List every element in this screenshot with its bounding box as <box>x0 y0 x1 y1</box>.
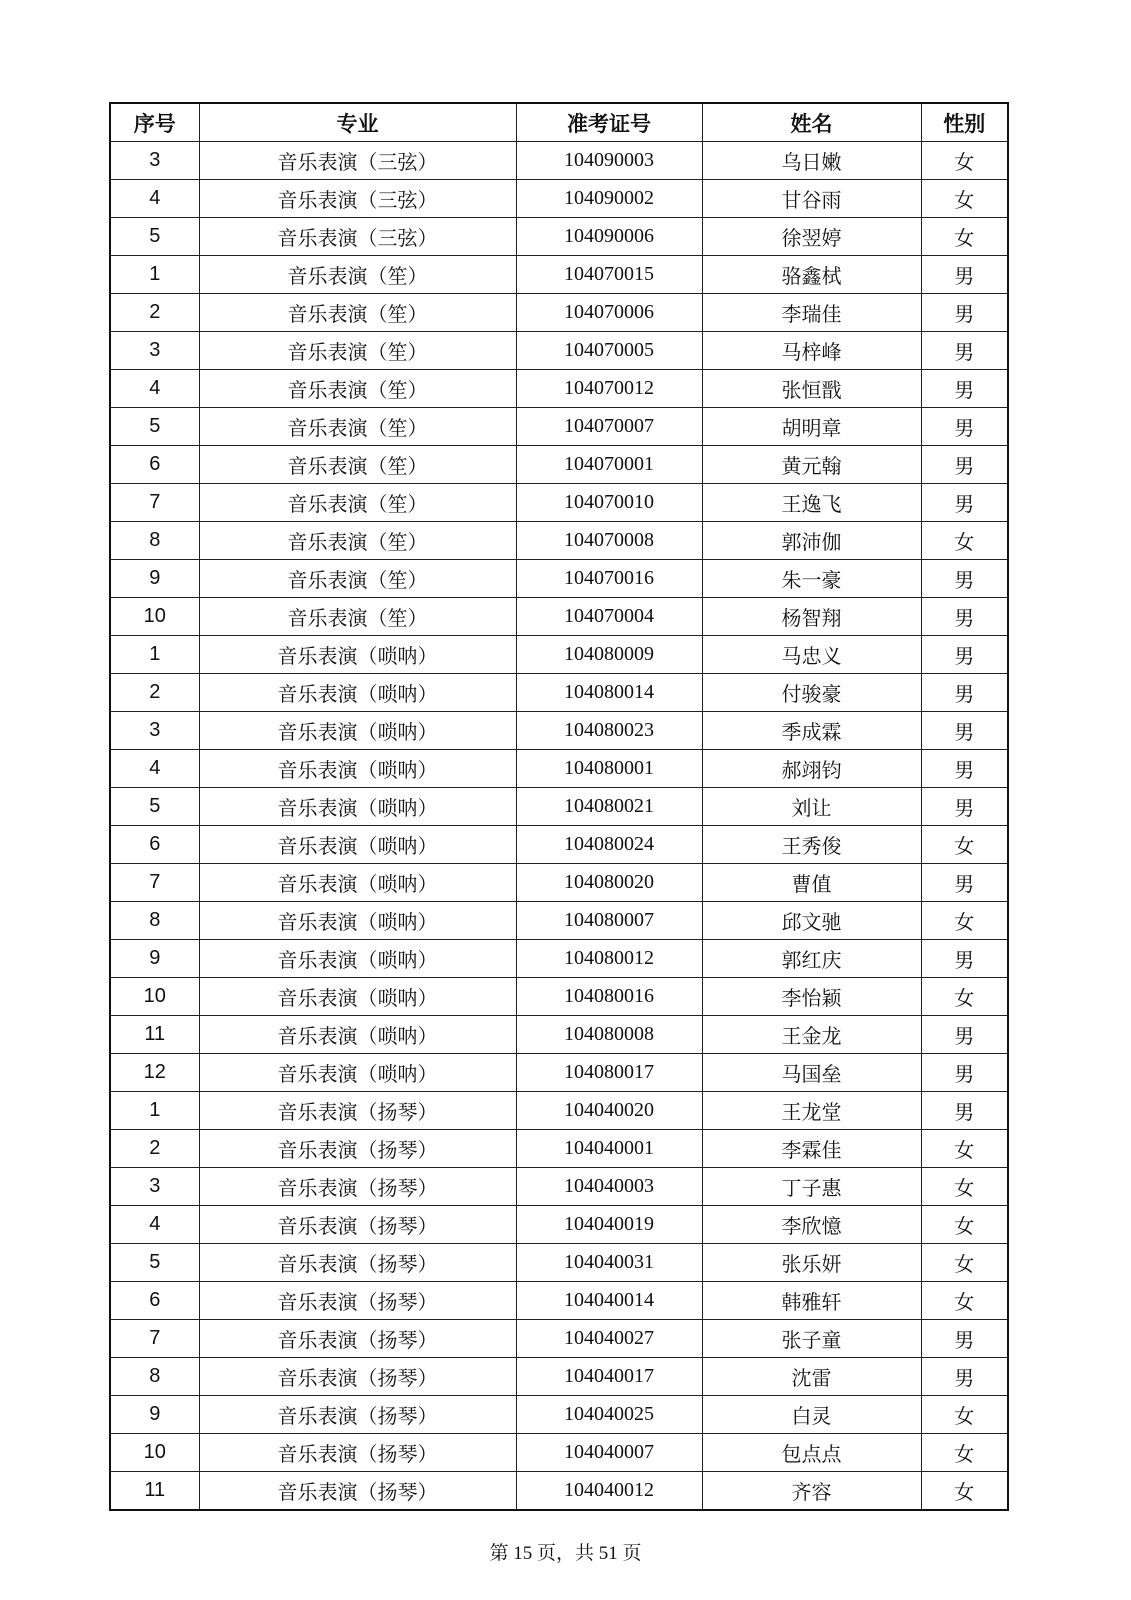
table-row <box>110 332 1008 370</box>
cell-major: 音乐表演（笙） <box>199 408 516 446</box>
cell-exam-id: 104040012 <box>516 1472 702 1511</box>
cell-index: 5 <box>110 408 199 446</box>
cell-exam-id: 104070007 <box>516 408 702 446</box>
cell-gender: 男 <box>921 1320 1008 1358</box>
cell-name: 杨智翔 <box>702 598 921 636</box>
cell-gender: 女 <box>921 522 1008 560</box>
cell-major: 音乐表演（三弦） <box>199 180 516 218</box>
cell-name: 韩雅轩 <box>702 1282 921 1320</box>
cell-name: 马忠义 <box>702 636 921 674</box>
header-index: 序号 <box>110 103 199 142</box>
cell-name: 朱一豪 <box>702 560 921 598</box>
table-body <box>110 142 1008 1511</box>
cell-index: 11 <box>110 1472 199 1511</box>
page-number-footer: 第 15 页，共 51 页 <box>489 1543 642 1564</box>
cell-gender: 男 <box>921 712 1008 750</box>
cell-index: 4 <box>110 370 199 408</box>
cell-gender: 女 <box>921 1244 1008 1282</box>
header-major: 专业 <box>199 103 516 142</box>
table-row <box>110 522 1008 560</box>
cell-index: 9 <box>110 940 199 978</box>
cell-index: 4 <box>110 750 199 788</box>
cell-gender: 女 <box>921 978 1008 1016</box>
cell-gender: 男 <box>921 598 1008 636</box>
cell-major: 音乐表演（扬琴） <box>199 1282 516 1320</box>
cell-index: 1 <box>110 636 199 674</box>
cell-major: 音乐表演（笙） <box>199 484 516 522</box>
table-row <box>110 1206 1008 1244</box>
cell-name: 刘让 <box>702 788 921 826</box>
cell-exam-id: 104080021 <box>516 788 702 826</box>
table-row <box>110 256 1008 294</box>
table-row <box>110 446 1008 484</box>
cell-exam-id: 104080023 <box>516 712 702 750</box>
cell-major: 音乐表演（唢呐） <box>199 864 516 902</box>
cell-index: 9 <box>110 1396 199 1434</box>
table-row <box>110 788 1008 826</box>
header-gender: 性别 <box>921 103 1008 142</box>
cell-exam-id: 104070012 <box>516 370 702 408</box>
cell-major: 音乐表演（唢呐） <box>199 712 516 750</box>
table-row <box>110 560 1008 598</box>
cell-exam-id: 104040017 <box>516 1358 702 1396</box>
cell-gender: 男 <box>921 864 1008 902</box>
admission-list-table-container <box>109 102 1009 1511</box>
cell-index: 1 <box>110 256 199 294</box>
cell-name: 邱文驰 <box>702 902 921 940</box>
table-row <box>110 598 1008 636</box>
cell-major: 音乐表演（笙） <box>199 332 516 370</box>
cell-exam-id: 104070010 <box>516 484 702 522</box>
cell-index: 10 <box>110 1434 199 1472</box>
cell-gender: 女 <box>921 902 1008 940</box>
cell-major: 音乐表演（三弦） <box>199 142 516 180</box>
cell-index: 7 <box>110 864 199 902</box>
table-row <box>110 1396 1008 1434</box>
table-row <box>110 1434 1008 1472</box>
cell-name: 乌日嫩 <box>702 142 921 180</box>
cell-index: 5 <box>110 1244 199 1282</box>
cell-index: 2 <box>110 1130 199 1168</box>
cell-name: 曹值 <box>702 864 921 902</box>
cell-name: 黄元翰 <box>702 446 921 484</box>
cell-index: 9 <box>110 560 199 598</box>
cell-name: 白灵 <box>702 1396 921 1434</box>
cell-major: 音乐表演（笙） <box>199 446 516 484</box>
cell-name: 包点点 <box>702 1434 921 1472</box>
cell-index: 2 <box>110 674 199 712</box>
cell-gender: 女 <box>921 180 1008 218</box>
table-row <box>110 142 1008 180</box>
table-row <box>110 1472 1008 1511</box>
table-row <box>110 940 1008 978</box>
cell-major: 音乐表演（唢呐） <box>199 1054 516 1092</box>
cell-name: 郝翊钧 <box>702 750 921 788</box>
cell-gender: 男 <box>921 446 1008 484</box>
cell-index: 3 <box>110 712 199 750</box>
cell-gender: 女 <box>921 1434 1008 1472</box>
cell-exam-id: 104040001 <box>516 1130 702 1168</box>
cell-exam-id: 104040025 <box>516 1396 702 1434</box>
cell-name: 王金龙 <box>702 1016 921 1054</box>
cell-index: 6 <box>110 826 199 864</box>
cell-name: 丁子惠 <box>702 1168 921 1206</box>
cell-exam-id: 104090002 <box>516 180 702 218</box>
cell-index: 5 <box>110 218 199 256</box>
cell-name: 甘谷雨 <box>702 180 921 218</box>
cell-name: 王龙堂 <box>702 1092 921 1130</box>
cell-index: 1 <box>110 1092 199 1130</box>
cell-gender: 女 <box>921 218 1008 256</box>
cell-gender: 男 <box>921 484 1008 522</box>
cell-exam-id: 104040020 <box>516 1092 702 1130</box>
table-header-row <box>110 103 1008 142</box>
table-row <box>110 218 1008 256</box>
cell-gender: 男 <box>921 1358 1008 1396</box>
cell-major: 音乐表演（扬琴） <box>199 1358 516 1396</box>
cell-major: 音乐表演（三弦） <box>199 218 516 256</box>
cell-major: 音乐表演（唢呐） <box>199 902 516 940</box>
cell-exam-id: 104040007 <box>516 1434 702 1472</box>
cell-gender: 男 <box>921 1092 1008 1130</box>
table-row <box>110 1092 1008 1130</box>
cell-exam-id: 104070016 <box>516 560 702 598</box>
cell-gender: 男 <box>921 636 1008 674</box>
cell-name: 马梓峰 <box>702 332 921 370</box>
table-row <box>110 1016 1008 1054</box>
cell-exam-id: 104080024 <box>516 826 702 864</box>
cell-index: 10 <box>110 598 199 636</box>
cell-major: 音乐表演（扬琴） <box>199 1320 516 1358</box>
cell-gender: 男 <box>921 1016 1008 1054</box>
cell-gender: 男 <box>921 332 1008 370</box>
cell-exam-id: 104040019 <box>516 1206 702 1244</box>
cell-index: 6 <box>110 446 199 484</box>
cell-exam-id: 104040014 <box>516 1282 702 1320</box>
cell-major: 音乐表演（扬琴） <box>199 1472 516 1511</box>
table-row <box>110 978 1008 1016</box>
cell-name: 付骏豪 <box>702 674 921 712</box>
cell-major: 音乐表演（唢呐） <box>199 940 516 978</box>
cell-exam-id: 104070001 <box>516 446 702 484</box>
table-row <box>110 1358 1008 1396</box>
cell-gender: 女 <box>921 1130 1008 1168</box>
cell-index: 3 <box>110 1168 199 1206</box>
cell-name: 胡明章 <box>702 408 921 446</box>
table-row <box>110 750 1008 788</box>
cell-name: 张子童 <box>702 1320 921 1358</box>
cell-major: 音乐表演（唢呐） <box>199 750 516 788</box>
cell-name: 张乐妍 <box>702 1244 921 1282</box>
cell-exam-id: 104070015 <box>516 256 702 294</box>
cell-major: 音乐表演（唢呐） <box>199 978 516 1016</box>
cell-major: 音乐表演（唢呐） <box>199 1016 516 1054</box>
cell-gender: 男 <box>921 674 1008 712</box>
cell-gender: 男 <box>921 940 1008 978</box>
table-row <box>110 1130 1008 1168</box>
cell-index: 5 <box>110 788 199 826</box>
cell-gender: 女 <box>921 1206 1008 1244</box>
cell-name: 王秀俊 <box>702 826 921 864</box>
cell-gender: 男 <box>921 408 1008 446</box>
cell-exam-id: 104070004 <box>516 598 702 636</box>
cell-exam-id: 104040027 <box>516 1320 702 1358</box>
cell-major: 音乐表演（笙） <box>199 560 516 598</box>
cell-gender: 女 <box>921 142 1008 180</box>
cell-major: 音乐表演（笙） <box>199 598 516 636</box>
cell-major: 音乐表演（扬琴） <box>199 1168 516 1206</box>
cell-exam-id: 104080001 <box>516 750 702 788</box>
cell-gender: 男 <box>921 750 1008 788</box>
cell-major: 音乐表演（唢呐） <box>199 788 516 826</box>
cell-exam-id: 104080016 <box>516 978 702 1016</box>
cell-name: 沈雷 <box>702 1358 921 1396</box>
cell-name: 齐容 <box>702 1472 921 1511</box>
table-row <box>110 370 1008 408</box>
table-row <box>110 1054 1008 1092</box>
cell-exam-id: 104080020 <box>516 864 702 902</box>
header-exam-id: 准考证号 <box>516 103 702 142</box>
cell-name: 骆鑫栻 <box>702 256 921 294</box>
cell-index: 7 <box>110 484 199 522</box>
cell-exam-id: 104080009 <box>516 636 702 674</box>
cell-gender: 女 <box>921 1282 1008 1320</box>
header-name: 姓名 <box>702 103 921 142</box>
table-row <box>110 1168 1008 1206</box>
cell-exam-id: 104080014 <box>516 674 702 712</box>
table-row <box>110 864 1008 902</box>
cell-major: 音乐表演（笙） <box>199 370 516 408</box>
cell-index: 10 <box>110 978 199 1016</box>
cell-gender: 女 <box>921 1396 1008 1434</box>
table-row <box>110 674 1008 712</box>
table-row <box>110 636 1008 674</box>
cell-index: 7 <box>110 1320 199 1358</box>
cell-index: 8 <box>110 522 199 560</box>
cell-name: 徐翌婷 <box>702 218 921 256</box>
cell-exam-id: 104040003 <box>516 1168 702 1206</box>
cell-index: 3 <box>110 142 199 180</box>
cell-gender: 男 <box>921 256 1008 294</box>
table-row <box>110 1320 1008 1358</box>
cell-gender: 女 <box>921 826 1008 864</box>
cell-name: 李欣憶 <box>702 1206 921 1244</box>
cell-index: 8 <box>110 902 199 940</box>
cell-exam-id: 104080008 <box>516 1016 702 1054</box>
cell-major: 音乐表演（扬琴） <box>199 1244 516 1282</box>
cell-major: 音乐表演（唢呐） <box>199 674 516 712</box>
cell-index: 3 <box>110 332 199 370</box>
cell-gender: 女 <box>921 1472 1008 1511</box>
cell-name: 张恒戬 <box>702 370 921 408</box>
cell-name: 郭红庆 <box>702 940 921 978</box>
table-row <box>110 294 1008 332</box>
cell-name: 王逸飞 <box>702 484 921 522</box>
cell-major: 音乐表演（扬琴） <box>199 1092 516 1130</box>
cell-name: 郭沛伽 <box>702 522 921 560</box>
cell-name: 李怡颖 <box>702 978 921 1016</box>
table-row <box>110 484 1008 522</box>
cell-gender: 女 <box>921 1168 1008 1206</box>
cell-exam-id: 104090003 <box>516 142 702 180</box>
cell-major: 音乐表演（扬琴） <box>199 1130 516 1168</box>
table-row <box>110 902 1008 940</box>
cell-major: 音乐表演（扬琴） <box>199 1396 516 1434</box>
cell-major: 音乐表演（笙） <box>199 522 516 560</box>
cell-index: 4 <box>110 1206 199 1244</box>
cell-gender: 男 <box>921 294 1008 332</box>
cell-exam-id: 104070006 <box>516 294 702 332</box>
cell-exam-id: 104070005 <box>516 332 702 370</box>
cell-exam-id: 104080012 <box>516 940 702 978</box>
cell-gender: 男 <box>921 788 1008 826</box>
cell-major: 音乐表演（扬琴） <box>199 1206 516 1244</box>
table-row <box>110 180 1008 218</box>
cell-index: 2 <box>110 294 199 332</box>
table-row <box>110 712 1008 750</box>
cell-gender: 男 <box>921 560 1008 598</box>
cell-index: 4 <box>110 180 199 218</box>
cell-gender: 男 <box>921 370 1008 408</box>
cell-major: 音乐表演（唢呐） <box>199 826 516 864</box>
cell-exam-id: 104080017 <box>516 1054 702 1092</box>
cell-major: 音乐表演（唢呐） <box>199 636 516 674</box>
cell-gender: 男 <box>921 1054 1008 1092</box>
table-row <box>110 1282 1008 1320</box>
cell-name: 李瑞佳 <box>702 294 921 332</box>
cell-index: 6 <box>110 1282 199 1320</box>
cell-exam-id: 104040031 <box>516 1244 702 1282</box>
admission-list-table <box>109 102 1009 1511</box>
cell-index: 11 <box>110 1016 199 1054</box>
table-row <box>110 408 1008 446</box>
table-row <box>110 1244 1008 1282</box>
cell-exam-id: 104090006 <box>516 218 702 256</box>
cell-name: 马国垒 <box>702 1054 921 1092</box>
cell-name: 李霖佳 <box>702 1130 921 1168</box>
cell-exam-id: 104080007 <box>516 902 702 940</box>
cell-major: 音乐表演（笙） <box>199 294 516 332</box>
cell-exam-id: 104070008 <box>516 522 702 560</box>
cell-major: 音乐表演（扬琴） <box>199 1434 516 1472</box>
cell-index: 12 <box>110 1054 199 1092</box>
cell-name: 季成霖 <box>702 712 921 750</box>
cell-index: 8 <box>110 1358 199 1396</box>
table-row <box>110 826 1008 864</box>
cell-major: 音乐表演（笙） <box>199 256 516 294</box>
